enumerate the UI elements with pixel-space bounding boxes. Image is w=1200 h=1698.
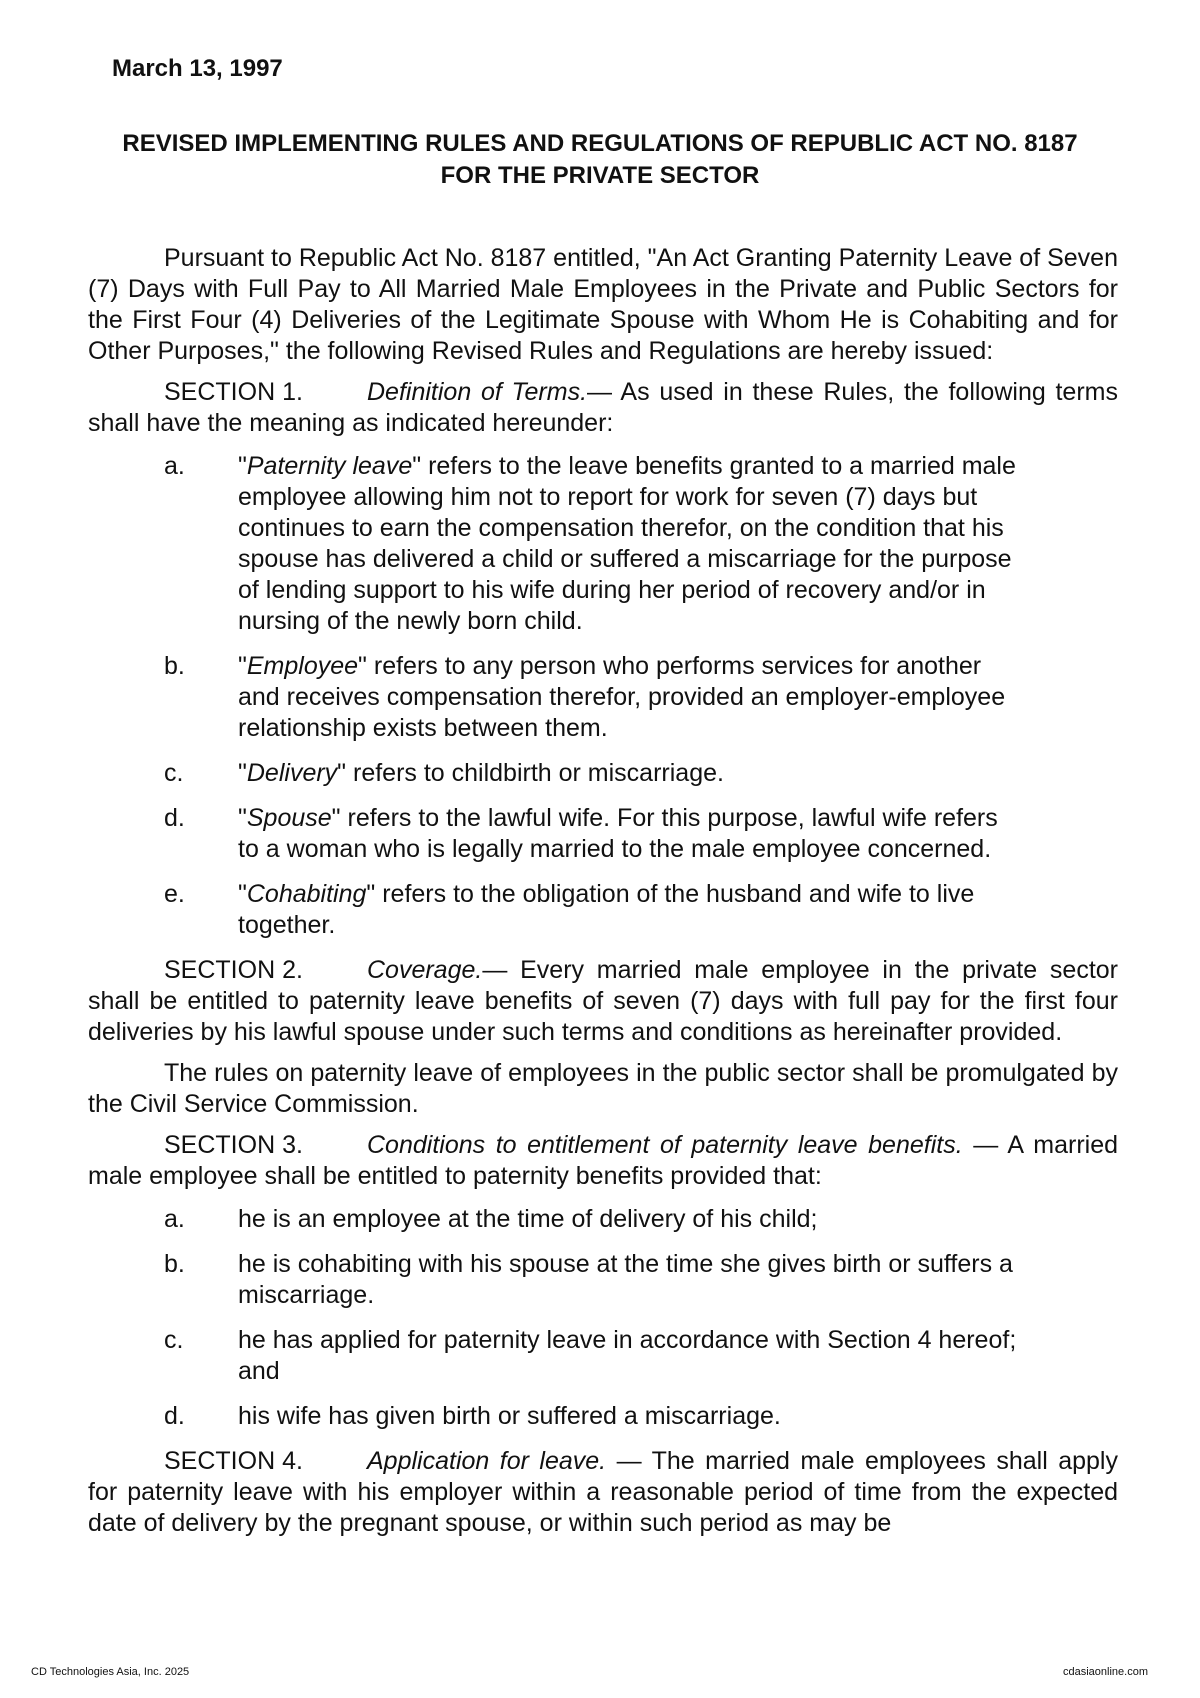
section-2-paragraph bbox=[88, 955, 1118, 1048]
list-item: d. "Spouse" refers to the lawful wife. For this purpose, lawful wife refers to a woman who is legally married to the male employee concerned. bbox=[164, 804, 998, 863]
list-marker: b. bbox=[164, 652, 185, 680]
list-item: c. "Delivery" refers to childbirth or miscarriage. bbox=[164, 759, 724, 787]
document-date: March 13, 1997 bbox=[112, 55, 283, 82]
document-title bbox=[60, 128, 1140, 192]
footer-site-link[interactable]: cdasiaonline.com bbox=[1063, 1666, 1148, 1678]
definition-text: " refers to childbirth or miscarriage. bbox=[337, 759, 724, 787]
condition-text: his wife has given birth or suffered a miscarriage. bbox=[238, 1402, 781, 1430]
definition-text: " refers to any person who performs services for another and receives compensation therefor, provided an employer-employee relationship exists between them. bbox=[238, 652, 1006, 742]
section-2-title: Coverage. bbox=[367, 956, 483, 984]
condition-text: he is an employee at the time of delivery of his child; bbox=[238, 1205, 818, 1233]
list-item: a. "Paternity leave" refers to the leave benefits granted to a married male employee allowing him not to report for work for seven (7) days but continues to earn the compensation therefor, on the condition that his spouse has delivered a child or suffered a miscarriage for the purpose of lending support to his wife during her period of recovery and/or in nursing of the newly born child. bbox=[164, 452, 1016, 635]
condition-text: he has applied for paternity leave in accordance with Section 4 hereof; and bbox=[238, 1326, 1017, 1385]
section-4-text: — The married male employees shall apply for paternity leave with his employer within a reasonable period of time from the expected date of delivery by the pregnant spouse, or within such period as may be bbox=[88, 1447, 1118, 1537]
section-3-head: SECTION 3. bbox=[164, 1131, 303, 1159]
section-1-head: SECTION 1. bbox=[164, 378, 303, 406]
list-item: e. "Cohabiting" refers to the obligation of the husband and wife to live together. bbox=[164, 880, 975, 939]
title-line-1: REVISED IMPLEMENTING RULES AND REGULATIONS OF REPUBLIC ACT NO. 8187 bbox=[122, 130, 1078, 157]
section-3-text: — A married male employee shall be entitled to paternity benefits provided that: bbox=[88, 1131, 1118, 1190]
section-1-text: — As used in these Rules, the following terms shall have the meaning as indicated hereunder: bbox=[88, 378, 1118, 437]
section-4-paragraph bbox=[88, 1446, 1118, 1539]
section-3-conditions-list bbox=[88, 1204, 1118, 1432]
list-marker: a. bbox=[164, 1205, 185, 1233]
list-marker: d. bbox=[164, 1402, 185, 1430]
section-2-paragraph-2: The rules on paternity leave of employees in the public sector shall be promulgated by the Civil Service Commission. bbox=[88, 1059, 1118, 1118]
section-3-paragraph bbox=[88, 1130, 1118, 1192]
list-item: b. "Employee" refers to any person who performs services for another and receives compensation therefor, provided an employer-employee relationship exists between them. bbox=[164, 652, 1006, 742]
list-marker: c. bbox=[164, 759, 184, 787]
section-2-head: SECTION 2. bbox=[164, 956, 303, 984]
title-line-2: FOR THE PRIVATE SECTOR bbox=[440, 162, 760, 189]
list-item bbox=[88, 1325, 1118, 1387]
definition-text: " refers to the leave benefits granted to a married male employee allowing him not to report for work for seven (7) days but continues to earn the compensation therefor, on the condition that his spouse has delivered a child or suffered a miscarriage for the purpose of lending support to his wife during her period of recovery and/or in nursing of the newly born child. bbox=[238, 452, 1016, 635]
defined-term: Delivery bbox=[246, 759, 338, 787]
list-marker: b. bbox=[164, 1250, 185, 1278]
footer-copyright: CD Technologies Asia, Inc. 2025 bbox=[31, 1666, 190, 1678]
section-4-title: Application for leave. bbox=[367, 1447, 607, 1475]
defined-term: Employee bbox=[246, 652, 359, 680]
defined-term: Cohabiting bbox=[246, 880, 367, 908]
intro-paragraph: Pursuant to Republic Act No. 8187 entitled, "An Act Granting Paternity Leave of Seven (7) Days with Full Pay to All Married Male Employees in the Private and Public Sectors for the First Four (4) Deliveries of the Legitimate Spouse with Whom He is Cohabiting and for Other Purposes," the following Revised Rules and Regulations are hereby issued: bbox=[88, 244, 1118, 365]
condition-text: he is cohabiting with his spouse at the time she gives birth or suffers a miscarriage. bbox=[238, 1250, 1013, 1309]
list-marker: d. bbox=[164, 804, 185, 832]
section-1-title: Definition of Terms. bbox=[367, 378, 588, 406]
list-marker: c. bbox=[164, 1326, 184, 1354]
list-marker: a. bbox=[164, 452, 185, 480]
definition-text: " refers to the lawful wife. For this purpose, lawful wife refers to a woman who is legally married to the male employee concerned. bbox=[238, 804, 998, 863]
definition-text: " refers to the obligation of the husband and wife to live together. bbox=[238, 880, 975, 939]
defined-term: Paternity leave bbox=[246, 452, 413, 480]
section-3-title: Conditions to entitlement of paternity leave benefits. bbox=[367, 1131, 963, 1159]
document-body bbox=[88, 243, 1118, 1549]
section-4-head: SECTION 4. bbox=[164, 1447, 303, 1475]
list-item bbox=[88, 1401, 1118, 1432]
section-1-definitions-list bbox=[88, 451, 1118, 941]
section-2-text: — Every married male employee in the private sector shall be entitled to paternity leave benefits of seven (7) days with full pay for the first four deliveries by his lawful spouse under such terms and conditions as hereinafter provided. bbox=[88, 956, 1118, 1046]
defined-term: Spouse bbox=[246, 804, 332, 832]
list-item bbox=[88, 1204, 1118, 1235]
section-1-paragraph bbox=[88, 377, 1118, 439]
list-item bbox=[88, 1249, 1118, 1311]
list-marker: e. bbox=[164, 880, 185, 908]
